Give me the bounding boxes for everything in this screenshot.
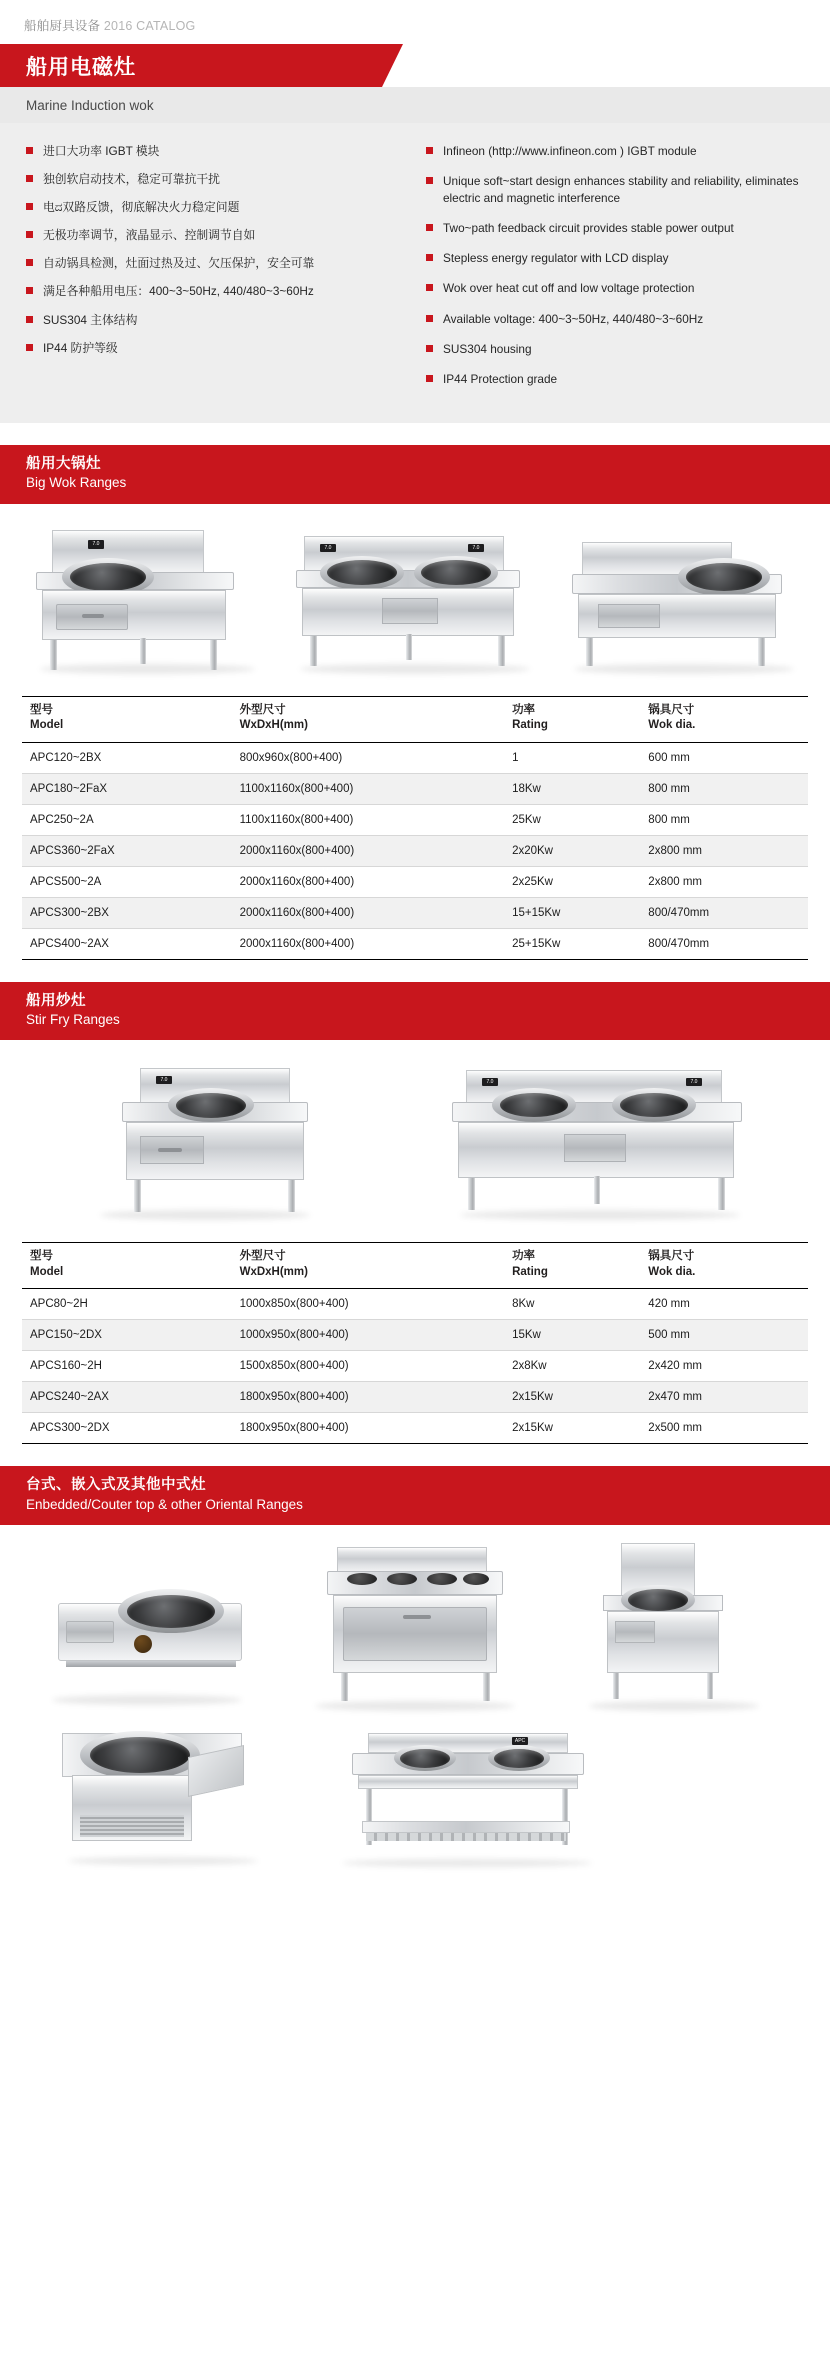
control-display-badge: 7.0 bbox=[320, 544, 336, 552]
col-header-wok-cn: 锅具尺寸 bbox=[648, 703, 695, 716]
square-bullet-icon bbox=[426, 177, 433, 184]
col-header-model-en: Model bbox=[30, 1265, 64, 1278]
square-bullet-icon bbox=[26, 231, 33, 238]
gallery-row-top bbox=[22, 1543, 808, 1713]
cell-model: APC150~2DX bbox=[22, 1320, 232, 1351]
col-header-wok bbox=[640, 1243, 808, 1289]
table-row bbox=[22, 866, 808, 897]
cell-model: APC250~2A bbox=[22, 804, 232, 835]
feature-text: Stepless energy regulator with LCD display bbox=[443, 251, 669, 266]
col-header-dimension-cn: 外型尺寸 bbox=[239, 703, 286, 716]
col-header-dimension-en: WxDxH(mm) bbox=[239, 719, 308, 732]
section-header-stir-fry bbox=[0, 982, 830, 1041]
col-header-model-cn: 型号 bbox=[30, 1250, 53, 1263]
stir-fry-spec-table bbox=[22, 1242, 808, 1444]
product-photo-tall-single-wok bbox=[559, 1543, 808, 1713]
page-title: 船用电磁灶 bbox=[26, 55, 136, 79]
control-display-badge: 7.0 bbox=[468, 544, 484, 552]
feature-item bbox=[26, 340, 404, 357]
feature-item bbox=[426, 280, 804, 297]
drawer-handle bbox=[158, 1148, 182, 1152]
section-title-en: Stir Fry Ranges bbox=[26, 1012, 120, 1028]
feature-text: IP44 Protection grade bbox=[443, 371, 558, 386]
cell-model: APCS300~2BX bbox=[22, 897, 232, 928]
cell-rating: 8Kw bbox=[504, 1289, 640, 1320]
cell-model: APCS500~2A bbox=[22, 866, 232, 897]
feature-text: SUS304 housing bbox=[443, 341, 532, 356]
cell-wok: 800 mm bbox=[640, 804, 808, 835]
cell-dimension: 1800x950x(800+400) bbox=[232, 1382, 504, 1413]
section-header-embedded bbox=[0, 1466, 830, 1525]
cell-rating: 2x25Kw bbox=[504, 866, 640, 897]
table-row bbox=[22, 928, 808, 959]
cell-dimension: 2000x1160x(800+400) bbox=[232, 897, 504, 928]
page-subtitle: Marine Induction wok bbox=[26, 97, 154, 113]
table-row bbox=[22, 1289, 808, 1320]
section-title-en: Big Wok Ranges bbox=[26, 475, 127, 491]
square-bullet-icon bbox=[26, 287, 33, 294]
cell-wok: 800/470mm bbox=[640, 928, 808, 959]
col-header-dimension-cn: 外型尺寸 bbox=[239, 1250, 286, 1263]
table-row bbox=[22, 804, 808, 835]
oven-handle bbox=[403, 1615, 431, 1619]
col-header-model-cn: 型号 bbox=[30, 703, 53, 716]
col-header-wok-en: Wok dia. bbox=[648, 719, 696, 732]
product-photo-angled-big-wok bbox=[558, 526, 808, 676]
cell-model: APCS300~2DX bbox=[22, 1413, 232, 1444]
square-bullet-icon bbox=[426, 345, 433, 352]
square-bullet-icon bbox=[426, 147, 433, 154]
feature-item bbox=[26, 171, 404, 188]
table-row bbox=[22, 835, 808, 866]
cell-rating: 2x15Kw bbox=[504, 1413, 640, 1444]
cell-dimension: 1000x850x(800+400) bbox=[232, 1289, 504, 1320]
feature-text: Available voltage: 400~3~50Hz, 440/480~3~60Hz bbox=[443, 311, 704, 326]
cell-dimension: 1500x850x(800+400) bbox=[232, 1351, 504, 1382]
header-catalog-year: 2016 CATALOG bbox=[103, 19, 196, 33]
cell-wok: 2x800 mm bbox=[640, 835, 808, 866]
feature-item bbox=[26, 143, 404, 160]
cell-dimension: 1800x950x(800+400) bbox=[232, 1413, 504, 1444]
feature-text: SUS304 主体结构 bbox=[43, 312, 138, 327]
square-bullet-icon bbox=[26, 147, 33, 154]
section-title-cn: 台式、嵌入式及其他中式灶 bbox=[26, 1477, 206, 1494]
feature-item bbox=[426, 173, 804, 207]
table-header-row bbox=[22, 696, 808, 742]
cell-wok: 2x470 mm bbox=[640, 1382, 808, 1413]
cell-wok: 500 mm bbox=[640, 1320, 808, 1351]
cell-rating: 18Kw bbox=[504, 773, 640, 804]
cell-model: APCS160~2H bbox=[22, 1351, 232, 1382]
document-header bbox=[0, 0, 830, 40]
cell-dimension: 1100x1160x(800+400) bbox=[232, 773, 504, 804]
cell-model: APC80~2H bbox=[22, 1289, 232, 1320]
square-bullet-icon bbox=[26, 316, 33, 323]
cell-wok: 2x800 mm bbox=[640, 866, 808, 897]
col-header-wok bbox=[640, 696, 808, 742]
cell-dimension: 2000x1160x(800+400) bbox=[232, 866, 504, 897]
vent-grille bbox=[80, 1815, 184, 1837]
col-header-model-en: Model bbox=[30, 719, 64, 732]
col-header-rating-en: Rating bbox=[512, 1265, 548, 1278]
cell-wok: 600 mm bbox=[640, 742, 808, 773]
table-row bbox=[22, 773, 808, 804]
table-row bbox=[22, 1382, 808, 1413]
cell-wok: 800/470mm bbox=[640, 897, 808, 928]
square-bullet-icon bbox=[426, 375, 433, 382]
square-bullet-icon bbox=[426, 224, 433, 231]
gallery-row-bottom bbox=[22, 1729, 808, 1869]
square-bullet-icon bbox=[26, 175, 33, 182]
feature-text: 无极功率调节，液晶显示、控制调节自如 bbox=[43, 228, 256, 243]
col-header-model bbox=[22, 1243, 232, 1289]
feature-text: Two~path feedback circuit provides stable power output bbox=[443, 221, 734, 236]
page-subtitle-bar bbox=[0, 87, 830, 123]
cell-dimension: 2000x1160x(800+400) bbox=[232, 928, 504, 959]
feature-item bbox=[26, 227, 404, 244]
cell-rating: 1 bbox=[504, 742, 640, 773]
section-title-en: Enbedded/Couter top & other Oriental Ranges bbox=[26, 1497, 303, 1513]
table-row bbox=[22, 1413, 808, 1444]
product-photo-counter-top-wok bbox=[22, 1573, 271, 1713]
col-header-rating-cn: 功率 bbox=[512, 1250, 536, 1263]
feature-item bbox=[426, 371, 804, 388]
features-panel bbox=[0, 123, 830, 423]
section-title-cn: 船用大锅灶 bbox=[26, 455, 101, 472]
features-english-column bbox=[426, 143, 804, 401]
product-photo-double-big-wok bbox=[290, 526, 540, 676]
feature-item bbox=[26, 255, 404, 272]
cell-model: APC180~2FaX bbox=[22, 773, 232, 804]
table-row bbox=[22, 1320, 808, 1351]
cell-model: APCS400~2AX bbox=[22, 928, 232, 959]
feature-text: IP44 防护等级 bbox=[43, 340, 118, 355]
cell-rating: 15Kw bbox=[504, 1320, 640, 1351]
page-title-bar bbox=[0, 44, 382, 87]
control-display-badge: 7.0 bbox=[156, 1076, 172, 1084]
cell-rating: 15+15Kw bbox=[504, 897, 640, 928]
product-photo-double-stir-fry bbox=[440, 1062, 770, 1222]
feature-text: 满足各种船用电压：400~3~50Hz, 440/480~3~60Hz bbox=[43, 284, 314, 299]
product-photo-single-big-wok bbox=[22, 526, 272, 676]
col-header-rating-en: Rating bbox=[512, 719, 548, 732]
cell-rating: 2x20Kw bbox=[504, 835, 640, 866]
brand-logo-badge: APC bbox=[512, 1737, 528, 1745]
feature-text: Unique soft~start design enhances stability and reliability, eliminates electric and magnetic interference bbox=[443, 174, 799, 206]
feature-text: 电ದ双路反馈，彻底解决火力稳定问题 bbox=[43, 200, 240, 215]
title-block bbox=[0, 44, 830, 123]
embedded-gallery bbox=[0, 1525, 830, 1915]
col-header-dimension bbox=[232, 1243, 504, 1289]
cell-rating: 25+15Kw bbox=[504, 928, 640, 959]
feature-text: Infineon (http://www.infineon.com ) IGBT module bbox=[443, 144, 697, 158]
feature-item bbox=[26, 199, 404, 216]
feature-text: 自动锅具检测，灶面过热及过、欠压保护，安全可靠 bbox=[43, 256, 315, 271]
product-photo-single-stir-fry bbox=[60, 1062, 360, 1222]
big-wok-spec-table bbox=[22, 696, 808, 960]
square-bullet-icon bbox=[26, 344, 33, 351]
table-row bbox=[22, 742, 808, 773]
feature-item bbox=[426, 341, 804, 358]
col-header-model bbox=[22, 696, 232, 742]
col-header-wok-en: Wok dia. bbox=[648, 1265, 696, 1278]
col-header-rating bbox=[504, 1243, 640, 1289]
control-display-badge: 7.0 bbox=[482, 1078, 498, 1086]
table-row bbox=[22, 1351, 808, 1382]
cell-rating: 2x8Kw bbox=[504, 1351, 640, 1382]
square-bullet-icon bbox=[426, 254, 433, 261]
cell-dimension: 2000x1160x(800+400) bbox=[232, 835, 504, 866]
cell-model: APC120~2BX bbox=[22, 742, 232, 773]
header-brand-cn: 船舶厨具设备 bbox=[24, 19, 101, 33]
cell-model: APCS240~2AX bbox=[22, 1382, 232, 1413]
cell-wok: 420 mm bbox=[640, 1289, 808, 1320]
feature-item bbox=[26, 283, 404, 300]
feature-item bbox=[426, 220, 804, 237]
cell-model: APCS360~2FaX bbox=[22, 835, 232, 866]
product-photo-double-burner-stand bbox=[322, 1729, 622, 1869]
features-chinese-column bbox=[26, 143, 404, 401]
cell-rating: 25Kw bbox=[504, 804, 640, 835]
control-display-badge: 7.0 bbox=[88, 540, 104, 549]
control-display-badge: 7.0 bbox=[686, 1078, 702, 1086]
product-photo-four-burner-range bbox=[285, 1543, 544, 1713]
big-wok-photo-row bbox=[0, 504, 830, 686]
drawer-handle bbox=[82, 614, 104, 618]
feature-item bbox=[26, 312, 404, 329]
feature-text: 独创软启动技术，稳定可靠抗干扰 bbox=[43, 172, 220, 187]
cell-wok: 2x500 mm bbox=[640, 1413, 808, 1444]
col-header-dimension-en: WxDxH(mm) bbox=[239, 1265, 308, 1278]
col-header-dimension bbox=[232, 696, 504, 742]
cell-wok: 2x420 mm bbox=[640, 1351, 808, 1382]
table-header-row bbox=[22, 1243, 808, 1289]
feature-item bbox=[426, 143, 804, 160]
table-row bbox=[22, 897, 808, 928]
col-header-rating-cn: 功率 bbox=[512, 703, 536, 716]
square-bullet-icon bbox=[26, 203, 33, 210]
product-photo-drop-in-wok bbox=[38, 1729, 288, 1869]
col-header-wok-cn: 锅具尺寸 bbox=[648, 1250, 695, 1263]
square-bullet-icon bbox=[426, 315, 433, 322]
feature-item bbox=[426, 311, 804, 328]
undershelf-slats bbox=[366, 1833, 566, 1841]
cell-dimension: 800x960x(800+400) bbox=[232, 742, 504, 773]
square-bullet-icon bbox=[426, 284, 433, 291]
stir-fry-photo-row bbox=[0, 1040, 830, 1232]
feature-text: 进口大功率 IGBT 模块 bbox=[43, 144, 160, 158]
cell-wok: 800 mm bbox=[640, 773, 808, 804]
cell-dimension: 1000x950x(800+400) bbox=[232, 1320, 504, 1351]
feature-text: Wok over heat cut off and low voltage protection bbox=[443, 281, 695, 296]
cell-rating: 2x15Kw bbox=[504, 1382, 640, 1413]
feature-item bbox=[426, 250, 804, 267]
square-bullet-icon bbox=[26, 259, 33, 266]
cell-dimension: 1100x1160x(800+400) bbox=[232, 804, 504, 835]
section-title-cn: 船用炒灶 bbox=[26, 992, 86, 1009]
section-header-big-wok bbox=[0, 445, 830, 504]
col-header-rating bbox=[504, 696, 640, 742]
